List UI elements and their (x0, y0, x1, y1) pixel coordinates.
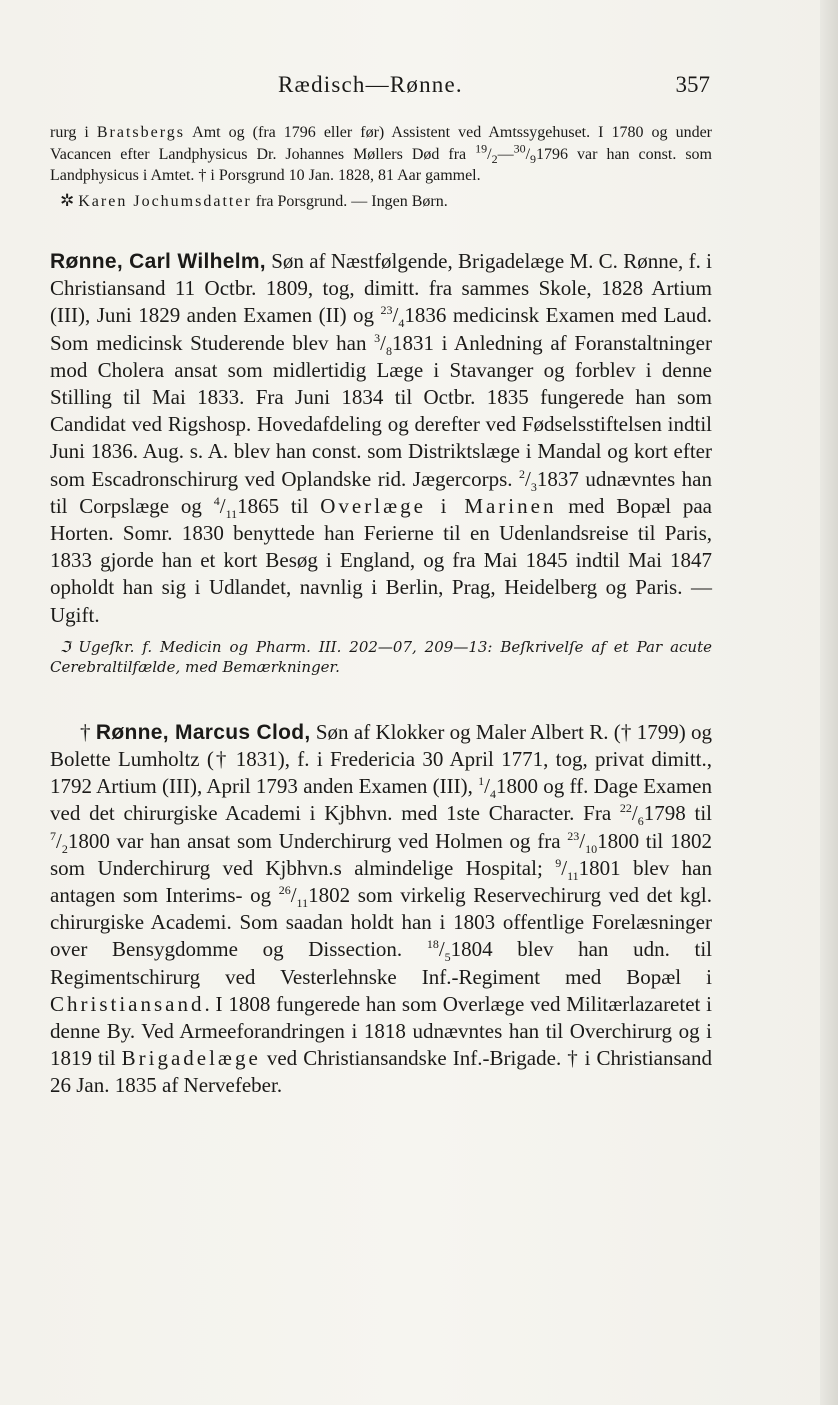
date-month: 9 (530, 151, 537, 166)
date-month: 8 (386, 343, 392, 358)
text-run: fra Porsgrund. — Ingen Børn. (251, 192, 448, 210)
text-run: Søn af Næstfølgende, Brigadelæge M. C. Rønne, f. i Christiansand 11 Octbr. 1809, tog, dimitt. fra sammes Skole, 1828 Artium (III), Juni 1829 anden Examen (II) og (50, 249, 712, 328)
bibliography-references: ℑ Ugeſkr. f. Medicin og Pharm. III. 202—07, 209—13: Beſkrivelſe af et Par acute Cerebraltilfælde, med Bemærkninger. (50, 637, 712, 676)
date-month: 11 (225, 507, 238, 522)
text-run: med Bopæl paa Horten. Somr. 1830 benyttede han Ferierne til en Udenlandsreise til Paris, 1833 gjorde han et kort Besøg i England, og fra Mai 1845 indtil Mai 1847 opholdt han sig i Udlandet, navnlig i Berlin, Prag, Heidelberg og Paris. — Ugift. (50, 493, 712, 627)
text-run: 1800 og ff. Dage Examen ved det chirurgiske Academi i Kjbhvn. med 1ste Character. Fra (50, 774, 712, 826)
date-day: 23 (380, 303, 393, 318)
text-run: Søn af Klokker og Maler Albert R. († 1799) og Bolette Lumholtz († 1831), f. i Fredericia 30 April 1771, tog, privat dimitt., 1792 Artium (III), April 1793 anden Examen (III), (50, 719, 712, 799)
date-day: 22 (619, 801, 632, 816)
text-run: 1801 blev han antagen som Interims- og (50, 855, 713, 908)
date-month: 11 (567, 869, 579, 884)
date-day: 30 (513, 141, 526, 156)
text-run: rurg i (50, 124, 97, 141)
entry-name: Rønne, Carl Wilhelm, (50, 250, 266, 273)
date-day: 19 (475, 141, 488, 156)
text-run: 1804 blev han udn. til Regimentschirurg ved Vesterlehnske Inf.-Regiment med Bopæl i (50, 937, 712, 989)
date-day: 7 (50, 828, 56, 843)
date-month: 4 (489, 787, 496, 802)
entry-name: Rønne, Marcus Clod, (95, 720, 311, 744)
text-run: 1796 var han const. som Landphysicus i Amtet. † i Porsgrund 10 Jan. 1828, 81 Aar gammel. (50, 145, 712, 184)
text-run: 1865 til (237, 493, 321, 518)
spouse-name: Karen Jochumsdatter (78, 192, 252, 210)
running-head: Rædisch—Rønne. (278, 72, 463, 97)
date-day: 18 (426, 937, 439, 952)
place-name: Bratsbergs (96, 124, 186, 141)
text-run: ved Christiansandske Inf.-Brigade. † i Christiansand 26 Jan. 1835 af Nervefeber. (50, 1046, 712, 1098)
text-run: 1800 til 1802 som Underchirurg ved Kjbhvn.s almindelige Hospital; (50, 828, 712, 880)
date-month: 2 (61, 841, 68, 856)
text-run: 1831 i Anledning af Foranstaltninger mod Cholera ansat som midlertidig Læge i Stavanger og forblev i denne Stilling til Mai 1833. Fra Juni 1834 til Octbr. 1835 fungerede han som Candidat ved Rigshosp. Hovedafdeling og derefter ved Fødselsstiftelsen indtil Juni 1836. Aug. s. A. blev han const. som Distriktslæge i Mandal og kort efter som Escadronschirurg ved Oplandske rid. Jægercorps. (50, 330, 712, 491)
entry-text: † Rønne, Marcus Clod, Søn af Klokker og Maler Albert R. († 1799) og Bolette Lumholtz († 1831), f. i Fredericia 30 April 1771, tog, privat dimitt., 1792 Artium (III), April 1793 anden Examen (III), $^1/_41800$ og ff. Dage Examen ved det chirurgiske Academi i Kjbhvn. med 1ste Character. Fra $^{22}/_61798$ til $^7/_21800$ var han ansat som Underchirurg ved Holmen og fra $^{23}/_{10}1800$ til 1802 som Underchirurg ved Kjbhvn.s almindelige Hospital; $^9/_{11}1801$ blev han antagen som Interims- og $^{26}/_{11}1802$ som virkelig Reservechirurg ved det kgl. chirurgiske Academi. Som saadan holdt han i 1803 offentlige Forelæsninger over Bensygdomme og Dissection. $^{18}/_51804$ blev han udn. til Regimentschirurg ved Vesterlehnske Inf.-Regiment med Bopæl i Christiansand. I 1808 fungerede han som Overlæge ved Militærlazaretet i denne By. Ved Armeeforandringen i 1818 udnævntes han til Overchirurg og i 1819 til Brigadelæge ved Christiansandske Inf.-Brigade. † i Christiansand 26 Jan. 1835 af Nervefeber. (50, 719, 713, 1098)
text-run: 1800 var han ansat som Underchirurg ved Holmen og fra (67, 828, 568, 853)
text-run: 1836 medicinsk Examen med Laud. Som medicinsk Studerende blev han (50, 303, 712, 355)
date-day: 1 (478, 774, 485, 789)
date-day: 4 (213, 493, 220, 508)
date-month: 3 (530, 479, 537, 494)
page-body (50, 122, 712, 1100)
date-day: 23 (567, 828, 580, 843)
emphasized-title: Overlæge i Marinen (320, 493, 557, 518)
previous-entry-text: rurg i Bratsbergs Amt og (fra 1796 eller før) Assistent ved Amtssygehuset. I 1780 og under Vacancen efter Landphysicus Dr. Johannes Møllers Død fra $^{19}/_2—^{30}/_91796$ var han const. som Landphysicus i Amtet. † i Porsgrund 10 Jan. 1828, 81 Aar gammel. (50, 124, 713, 184)
page-number: 357 (675, 72, 710, 97)
date-day: 26 (278, 883, 291, 898)
date-day: 9 (555, 855, 562, 870)
date-separator: — (497, 145, 514, 163)
text-run: . I 1808 fungerede han som Overlæge ved Militærlazaretet i denne By. Ved Armeeforandringen i 1818 udnævntes han til Overchirurg og i 1819 til (50, 991, 712, 1071)
text-run: 1837 udnævntes han til Corpslæge og (50, 466, 712, 518)
date-month: 5 (444, 950, 451, 965)
date-month: 2 (491, 151, 498, 166)
emphasized-title: Brigadelæge (121, 1046, 261, 1071)
date-day: 2 (519, 466, 525, 481)
entry-marcus-clod-ronne (50, 719, 712, 1100)
previous-entry-end (50, 122, 712, 212)
spouse-line (50, 190, 712, 213)
dagger-icon: † (80, 719, 96, 744)
page-header (50, 72, 710, 108)
date-month: 11 (296, 896, 309, 911)
emphasized-place: Christiansand (50, 991, 205, 1016)
text-run: Amt og (fra 1796 eller før) Assistent ved Amtssygehuset. I 1780 og under Vacancen efter Landphysicus Dr. Johannes Møllers Død fra (50, 124, 713, 163)
entry-carl-wilhelm-ronne (50, 248, 712, 677)
date-month: 4 (398, 316, 405, 331)
date-month: 6 (637, 814, 644, 829)
date-day: 3 (374, 330, 381, 345)
entry-text: Rønne, Carl Wilhelm, Søn af Næstfølgende, Brigadelæge M. C. Rønne, f. i Christiansand 11 Octbr. 1809, tog, dimitt. fra sammes Skole, 1828 Artium (III), Juni 1829 anden Examen (II) og $^{23}/_41836$ medicinsk Examen med Laud. Som medicinsk Studerende blev han $^3/_81831$ i Anledning af Foranstaltninger mod Cholera ansat som midlertidig Læge i Stavanger og forblev i denne Stilling til Mai 1833. Fra Juni 1834 til Octbr. 1835 fungerede han som Candidat ved Rigshosp. Hovedafdeling og derefter ved Fødselsstiftelsen indtil Juni 1836. Aug. s. A. blev han const. som Distriktslæge i Mandal og kort efter som Escadronschirurg ved Oplandske rid. Jægercorps. $^2/_31837$ udnævntes han til Corpslæge og $^4/_{11}1865$ til Overlæge i Marinen med Bopæl paa Horten. Somr. 1830 benyttede han Ferierne til en Udenlandsreise til Paris, 1833 gjorde han et kort Besøg i England, og fra Mai 1845 indtil Mai 1847 opholdt han sig i Udlandet, navnlig i Berlin, Prag, Heidelberg og Paris. — Ugift. (50, 249, 712, 627)
text-run: 1798 til (643, 801, 712, 826)
page-edge (820, 0, 838, 1405)
marriage-symbol-icon: ✲ (60, 190, 75, 210)
text-run: 1802 som virkelig Reservechirurg ved det kgl. chirurgiske Academi. Som saadan holdt han i 1803 offentlige Forelæsninger over Bensygdomme og Dissection. (50, 883, 712, 962)
date-month: 10 (585, 841, 598, 856)
